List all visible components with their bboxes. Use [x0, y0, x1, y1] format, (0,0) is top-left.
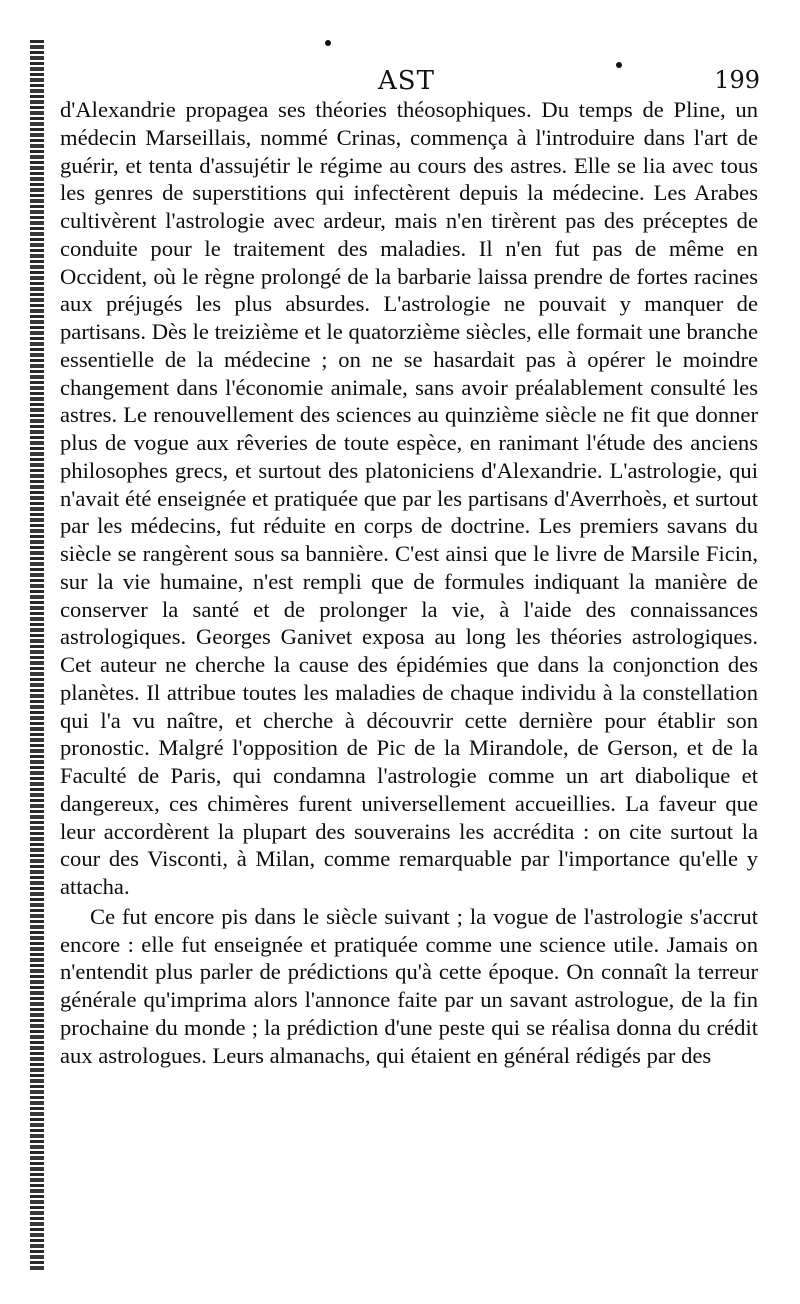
paragraph-1: d'Alexandrie propagea ses théories théosophiques. Du temps de Pline, un médecin Marseillais, nommé Crinas, commença à l'introduire dans l'art de guérir, et tenta d'assujétir le régime au cours des astres. Elle se lia avec tous les genres de superstitions qui infectèrent depuis la médecine. Les Arabes cultivèrent l'astrologie avec ardeur, mais n'en tirèrent pas des préceptes de conduite pour le traitement des maladies. Il n'en fut pas de même en Occident, où le règne prolongé de la barbarie laissa prendre de fortes racines aux préjugés les plus absurdes. L'astrologie ne pouvait y manquer de partisans. Dès le treizième et le quatorzième siècles, elle formait une branche essentielle de la médecine ; on ne se hasardait pas à opérer le moindre changement dans l'économie animale, sans avoir préalablement consulté les astres. Le renouvellement des sciences au quinzième siècle ne fit que donner plus de vogue aux rêveries de toute espèce, en ranimant l'étude des anciens philosophes grecs, et surtout des platoniciens d'Alexandrie. L'astrologie, qui n'avait été enseignée et pratiquée que par les partisans d'Averrhoès, et surtout par les médecins, fut réduite en corps de doctrine. Les premiers savans du siècle se rangèrent sous sa bannière. C'est ainsi que le livre de Marsile Ficin, sur la vie humaine, n'est rempli que de formules indiquant la manière de conserver la santé et de prolonger la vie, à l'aide des connaissances astrologiques. Georges Ganivet exposa au long les théories astrologiques. Cet auteur ne cherche la cause des épidémies que dans la conjonction des planètes. Il attribue toutes les maladies de chaque individu à la constellation qui l'a vu naître, et cherche à découvrir cette dernière pour établir son pronostic. Malgré l'opposition de Pic de la Mirandole, de Gerson, et de la Faculté de Paris, qui condamna l'astrologie comme un art diabolique et dangereux, ces chimères furent universellement accueillies. La faveur que leur accordèrent la plupart des souverains les accrédita : on cite surtout la cour des Visconti, à Milan, comme remarquable par l'importance qu'elle y attacha. [60, 97, 758, 899]
running-head [60, 64, 760, 98]
ink-dot [325, 40, 331, 46]
body-text [60, 96, 758, 1069]
paragraph-2: Ce fut encore pis dans le siècle suivant ; la vogue de l'astrologie s'accrut encore : elle fut enseignée et pratiquée comme une science utile. Jamais on n'entendit plus parler de prédictions qu'à cette époque. On connaît la terreur générale qu'imprima alors l'annonce faite par un savant astrologue, de la fin prochaine du monde ; la prédiction d'une peste qui se réalisa donna du crédit aux astrologues. Leurs almanachs, qui étaient en général rédigés par des [60, 903, 758, 1068]
page-number: 199 [714, 66, 760, 94]
binding-edge [30, 40, 44, 1272]
running-head-title: AST [378, 66, 435, 96]
